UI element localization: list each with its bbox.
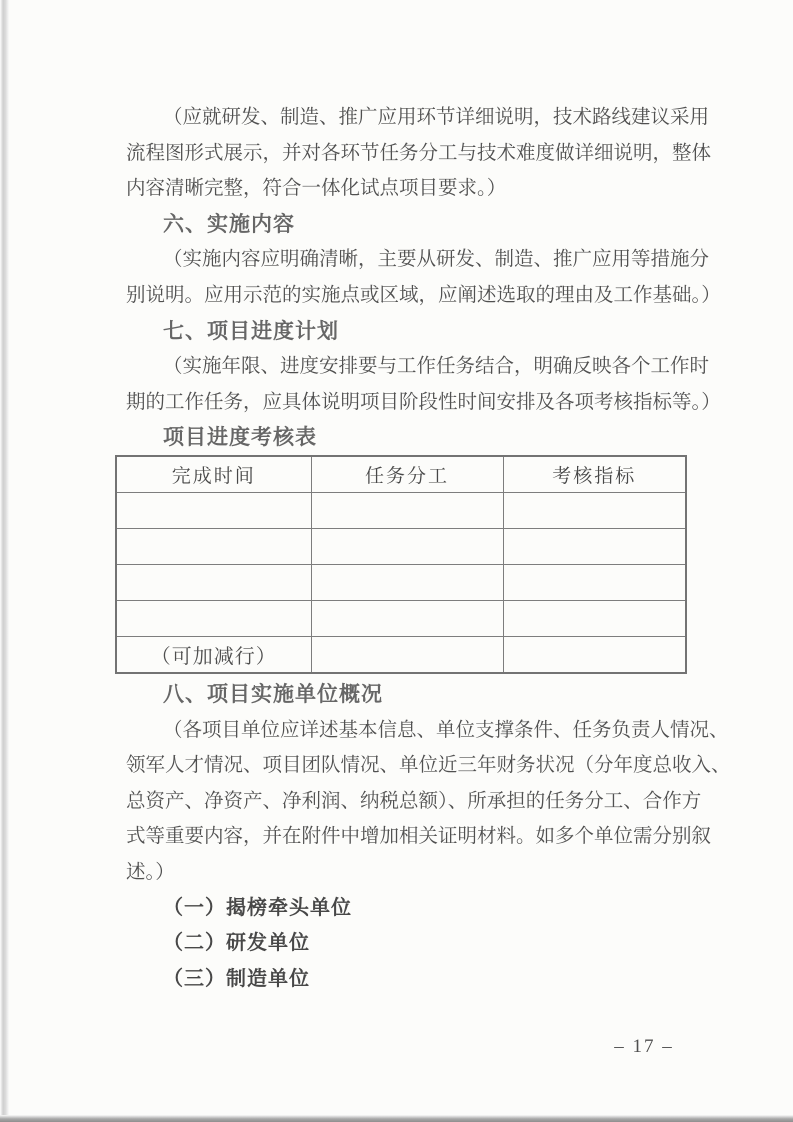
table-cell (116, 529, 311, 565)
column-header-task-division: 任务分工 (311, 456, 503, 493)
column-header-completion-time: 完成时间 (116, 456, 311, 493)
column-header-assessment-indicator: 考核指标 (503, 456, 686, 493)
paragraph-line: 领军人才情况、项目团队情况、单位近三年财务状况（分年度总收入、 (126, 755, 731, 777)
section-heading-8: 八、项目实施单位概况 (163, 683, 383, 706)
table-row (116, 637, 686, 674)
paragraph-line: 内容清晰完整，符合一体化试点项目要求。） (126, 178, 507, 200)
paragraph-line: 期的工作任务，应具体说明项目阶段性时间安排及各项考核指标等。） (126, 391, 721, 413)
table-cell (116, 601, 311, 637)
table-cell (311, 637, 503, 674)
subitem-rd-unit: （二）研发单位 (163, 932, 310, 955)
table-cell (503, 565, 686, 601)
scan-edge-left (0, 0, 9, 1122)
table-cell (116, 493, 311, 529)
table-row (116, 601, 686, 637)
table-row (116, 493, 686, 529)
paragraph-line: 流程图形式展示，并对各环节任务分工与技术难度做详细说明，整体 (126, 142, 712, 164)
body-text-block-bottom (126, 677, 731, 997)
table-cell (116, 565, 311, 601)
subitem-manufacturing-unit: （三）制造单位 (163, 967, 310, 990)
table-row (116, 529, 686, 565)
paragraph-line: （实施年限、进度安排要与工作任务结合，明确反映各个工作时 (163, 356, 710, 378)
section-heading-6: 六、实施内容 (163, 212, 295, 236)
paragraph-line: （实施内容应明确清晰，主要从研发、制造、推广应用等措施分 (163, 249, 710, 271)
paragraph-line: 别说明。应用示范的实施点或区域，应阐述选取的理由及工作基础。） (126, 284, 721, 306)
table-header-row (116, 456, 686, 493)
body-text-block-top (126, 100, 721, 456)
section-heading-7: 七、项目进度计划 (163, 319, 339, 343)
table-cell (503, 493, 686, 529)
paragraph-line: 式等重要内容，并在附件中增加相关证明材料。如多个单位需分别叙 (126, 826, 712, 848)
table-cell-add-remove-rows-note: （可加减行） (116, 637, 311, 674)
table-cell (503, 637, 686, 674)
progress-table-title: 项目进度考核表 (163, 426, 317, 450)
paragraph-line: 总资产、净资产、净利润、纳税总额）、所承担的任务分工、合作方 (126, 790, 702, 812)
paragraph-line: （应就研发、制造、推广应用环节详细说明，技术路线建议采用 (163, 107, 710, 128)
page-number: – 17 – (614, 1036, 674, 1057)
table-cell (311, 601, 503, 637)
subitem-lead-unit: （一）揭榜牵头单位 (163, 896, 352, 919)
paragraph-line: （各项目单位应详述基本信息、单位支撑条件、任务负责人情况、 (163, 719, 729, 741)
table-cell (311, 529, 503, 565)
table-cell (503, 601, 686, 637)
paragraph-line: 述。） (126, 861, 175, 883)
scan-edge-bottom (0, 1115, 793, 1122)
table-cell (311, 565, 503, 601)
table-cell (503, 529, 686, 565)
table-cell (311, 493, 503, 529)
progress-assessment-table (115, 455, 687, 674)
table-row (116, 565, 686, 601)
